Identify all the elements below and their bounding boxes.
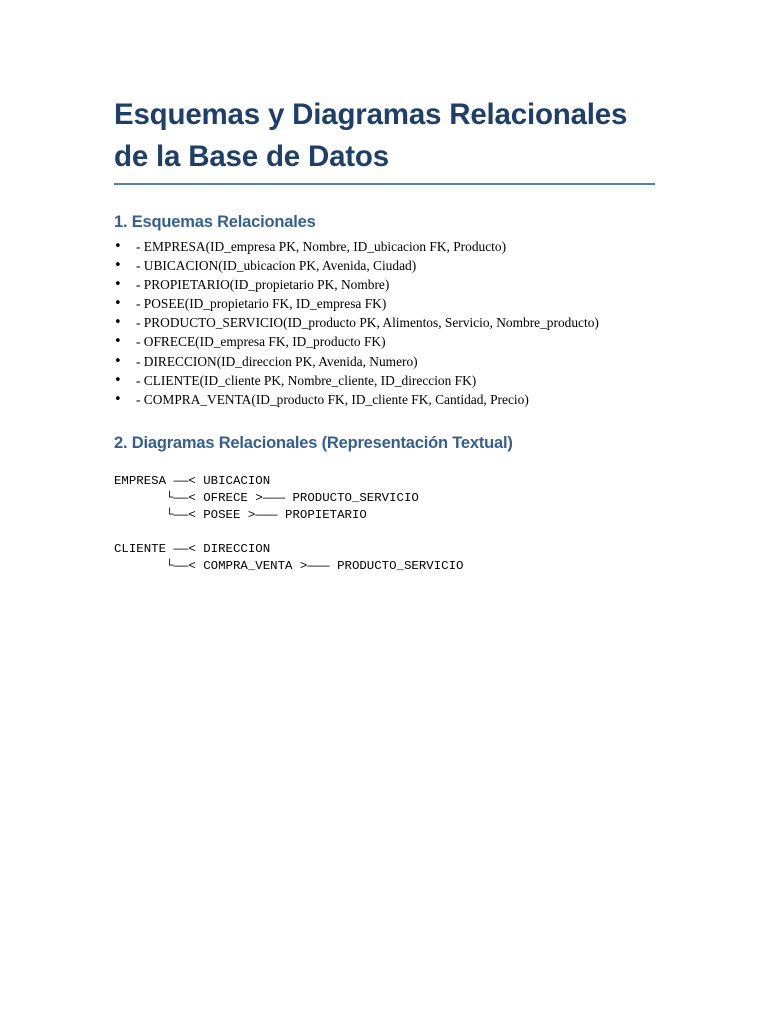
schema-text: - CLIENTE(ID_cliente PK, Nombre_cliente, ID_direccion FK) xyxy=(136,372,477,388)
bullet-icon: • xyxy=(114,258,122,274)
schema-list-item xyxy=(114,256,655,275)
bullet-icon: • xyxy=(114,277,122,293)
section-heading-diagrams: 2. Diagramas Relacionales (Representación Textual) xyxy=(114,433,513,452)
schema-text: - COMPRA_VENTA(ID_producto FK, ID_cliente FK, Cantidad, Precio) xyxy=(136,391,529,407)
diagram-line: CLIENTE ——< DIRECCION xyxy=(114,541,271,556)
schema-text: - EMPRESA(ID_empresa PK, Nombre, ID_ubicacion FK, Producto) xyxy=(136,239,507,254)
schema-list-item xyxy=(114,371,655,390)
section-heading-schemas: 1. Esquemas Relacionales xyxy=(114,213,316,231)
schema-text: - UBICACION(ID_ubicacion PK, Avenida, Ciudad) xyxy=(136,258,417,274)
schema-text: - OFRECE(ID_empresa FK, ID_producto FK) xyxy=(136,334,386,350)
schema-list-item xyxy=(114,237,655,256)
bullet-icon: • xyxy=(114,239,122,254)
schema-list-item xyxy=(114,294,655,313)
schema-list-item xyxy=(114,332,655,351)
schema-text: - POSEE(ID_propietario FK, ID_empresa FK) xyxy=(136,296,387,312)
schema-list xyxy=(114,237,655,409)
diagram-line: └——< OFRECE >——— PRODUCTO_SERVICIO xyxy=(114,490,419,505)
bullet-icon: • xyxy=(114,334,122,350)
schema-list-item xyxy=(114,275,655,294)
textual-diagram xyxy=(114,473,655,575)
bullet-icon: • xyxy=(114,372,122,388)
schema-text: - PROPIETARIO(ID_propietario PK, Nombre) xyxy=(136,277,390,293)
bullet-icon: • xyxy=(114,296,122,312)
document-page xyxy=(114,94,655,575)
bullet-icon: • xyxy=(114,315,122,331)
diagram-blank-line xyxy=(114,524,655,541)
bullet-icon: • xyxy=(114,353,122,369)
schema-list-item xyxy=(114,352,655,371)
schema-text: - PRODUCTO_SERVICIO(ID_producto PK, Alimentos, Servicio, Nombre_producto) xyxy=(136,315,599,331)
bullet-icon: • xyxy=(114,391,122,407)
schema-list-item xyxy=(114,390,655,409)
diagram-line: └——< POSEE >——— PROPIETARIO xyxy=(114,507,367,522)
schema-list-item xyxy=(114,313,655,332)
document-title: Esquemas y Diagramas Relacionales de la Base de Datos xyxy=(114,94,655,185)
diagram-line: EMPRESA ——< UBICACION xyxy=(114,473,271,488)
diagram-line: └——< COMPRA_VENTA >——— PRODUCTO_SERVICIO xyxy=(114,558,464,573)
schema-text: - DIRECCION(ID_direccion PK, Avenida, Numero) xyxy=(136,353,418,369)
